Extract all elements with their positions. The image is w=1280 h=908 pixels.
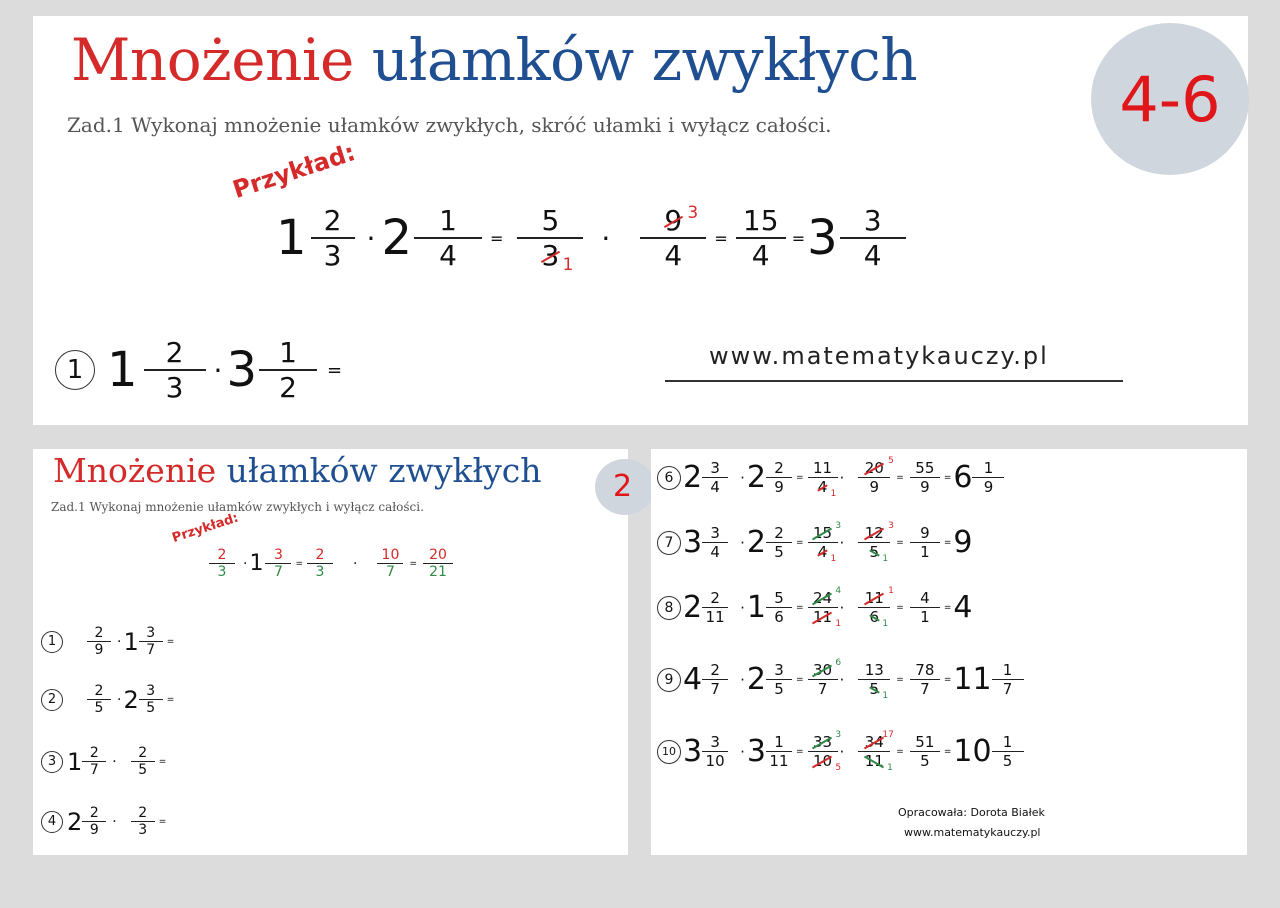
fraction: $\frac{2}{7}$ bbox=[702, 661, 728, 698]
task-number: 1 bbox=[41, 631, 63, 653]
reduced-value: 1 bbox=[830, 489, 837, 499]
dot: · bbox=[839, 533, 845, 552]
fraction: $\frac{2}{7}$ bbox=[82, 745, 106, 778]
equals: = bbox=[795, 674, 804, 685]
whole: 1 bbox=[67, 747, 83, 776]
fraction: $\frac{3}{4}$ bbox=[840, 204, 906, 272]
solution-10 bbox=[657, 730, 1024, 773]
equals: = bbox=[896, 602, 904, 613]
dot: · bbox=[213, 353, 223, 387]
website-link: www.matematykauczy.pl bbox=[904, 826, 1041, 839]
dot: · bbox=[112, 813, 117, 830]
whole: 9 bbox=[953, 525, 973, 560]
fraction: $\frac{2}{3}$ bbox=[209, 547, 235, 580]
equals: = bbox=[714, 228, 728, 248]
task-number: 10 bbox=[657, 740, 681, 764]
equals: = bbox=[166, 636, 175, 647]
whole: 3 bbox=[683, 525, 703, 560]
whole: 3 bbox=[746, 734, 766, 769]
dot: · bbox=[366, 221, 376, 255]
task-2 bbox=[41, 683, 174, 716]
solution-6 bbox=[657, 456, 1004, 499]
equals: = bbox=[158, 756, 167, 767]
fraction: $\frac{3}{4}$ bbox=[702, 524, 728, 561]
task-4 bbox=[41, 805, 166, 838]
reduced-value: 6 bbox=[835, 658, 842, 668]
fraction: 12 3 5 1 bbox=[858, 524, 890, 561]
task-1 bbox=[55, 336, 342, 404]
fraction: 9 3 4 bbox=[640, 204, 706, 272]
reduced-value: 1 bbox=[835, 619, 842, 629]
fraction: $\frac{3}{7}$ bbox=[139, 625, 163, 658]
whole: 1 bbox=[746, 590, 766, 625]
fraction: $\frac{10}{7}$ bbox=[377, 547, 403, 580]
solution-7 bbox=[657, 521, 973, 564]
fraction: $\frac{2}{9}$ bbox=[766, 459, 792, 496]
task-number: 4 bbox=[41, 811, 63, 833]
task-3 bbox=[41, 745, 166, 778]
fraction: $\frac{5}{6}$ bbox=[766, 589, 792, 626]
whole: 2 bbox=[123, 685, 139, 714]
dot: · bbox=[740, 670, 745, 689]
fraction: $\frac{2}{5}$ bbox=[87, 683, 111, 716]
dot: · bbox=[839, 742, 845, 761]
example-label: Przykład: bbox=[170, 510, 241, 546]
equals: = bbox=[943, 746, 952, 757]
fraction: 13 5 1 bbox=[858, 661, 890, 698]
fraction: $\frac{2}{5}$ bbox=[131, 745, 155, 778]
whole: 1 bbox=[276, 210, 307, 266]
equals: = bbox=[943, 674, 952, 685]
fraction: $\frac{2}{9}$ bbox=[82, 805, 106, 838]
task-number: 8 bbox=[657, 596, 681, 620]
example-equation bbox=[276, 204, 906, 272]
equals: = bbox=[896, 674, 904, 685]
fraction: 11 1 6 1 bbox=[858, 589, 890, 626]
whole: 2 bbox=[381, 210, 412, 266]
equals: = bbox=[943, 537, 952, 548]
task-number: 3 bbox=[41, 751, 63, 773]
fraction: 15 3 4 1 bbox=[808, 524, 838, 561]
reduced-value: 1 bbox=[882, 691, 889, 701]
grade-badge: 4-6 bbox=[1091, 23, 1249, 175]
fraction: $\frac{2}{11}$ bbox=[702, 589, 728, 626]
equals: = bbox=[795, 746, 804, 757]
fraction: 11 4 1 bbox=[808, 459, 838, 496]
fraction: 33 3 10 5 bbox=[808, 733, 838, 770]
fraction: $\frac{55}{9}$ bbox=[910, 459, 940, 496]
equals: = bbox=[490, 228, 504, 248]
fraction: $\frac{1}{2}$ bbox=[259, 336, 317, 404]
reduced-value: 1 bbox=[830, 554, 837, 564]
dot: · bbox=[740, 533, 745, 552]
page-title: Mnożenie ułamków zwykłych bbox=[53, 451, 542, 490]
fraction: $\frac{1}{7}$ bbox=[992, 661, 1024, 698]
grade-badge: 2 bbox=[595, 459, 655, 515]
worksheet-right bbox=[651, 449, 1247, 855]
reduced-value: 5 bbox=[835, 763, 842, 773]
task-number: 7 bbox=[657, 531, 681, 555]
reduced-value: 3 bbox=[888, 521, 894, 531]
fraction: 24 4 11 1 bbox=[808, 589, 838, 626]
whole: 1 bbox=[107, 342, 138, 398]
task-number: 9 bbox=[657, 668, 681, 692]
fraction: $\frac{2}{3}$ bbox=[131, 805, 155, 838]
dot: · bbox=[839, 670, 845, 689]
whole: 4 bbox=[953, 590, 973, 625]
whole: 2 bbox=[683, 460, 703, 495]
reduced-value: 4 bbox=[835, 586, 842, 596]
fraction: $\frac{1}{9}$ bbox=[972, 459, 1004, 496]
equals: = bbox=[795, 537, 804, 548]
equals: = bbox=[795, 472, 804, 483]
fraction: $\frac{4}{1}$ bbox=[910, 589, 940, 626]
task-number: 6 bbox=[657, 466, 681, 490]
fraction: $\frac{3}{4}$ bbox=[702, 459, 728, 496]
whole: 6 bbox=[953, 460, 973, 495]
reduced-value: 3 bbox=[835, 730, 842, 740]
dot: · bbox=[839, 468, 845, 487]
fraction: $\frac{78}{7}$ bbox=[910, 661, 940, 698]
dot: · bbox=[117, 691, 122, 708]
fraction: $\frac{1}{5}$ bbox=[992, 733, 1024, 770]
dot: · bbox=[601, 221, 611, 255]
whole: 2 bbox=[67, 807, 83, 836]
fraction: $\frac{2}{5}$ bbox=[766, 524, 792, 561]
task-number: 1 bbox=[55, 350, 95, 390]
solution-8 bbox=[657, 586, 973, 629]
equals: = bbox=[896, 746, 904, 757]
whole: 3 bbox=[683, 734, 703, 769]
fraction: $\frac{3}{5}$ bbox=[766, 661, 792, 698]
whole: 2 bbox=[746, 460, 766, 495]
equals: = bbox=[943, 602, 952, 613]
worksheet-top bbox=[33, 16, 1248, 425]
example-equation: $\frac{2}{3}$ · 1 $\frac{3}{7}$ = $\frac{2}{3}$ · $\frac{10}{7}$ = $\frac{20}{21}$ bbox=[209, 547, 453, 580]
fraction: $\frac{20}{21}$ bbox=[423, 547, 453, 580]
whole: 4 bbox=[683, 662, 703, 697]
example-label: Przykład: bbox=[229, 138, 359, 204]
page-title: Mnożenie ułamków zwykłych bbox=[71, 26, 918, 94]
fraction: $\frac{9}{1}$ bbox=[910, 524, 940, 561]
equals: = bbox=[791, 228, 806, 248]
fraction: 20 5 9 bbox=[858, 459, 890, 496]
equals: = bbox=[795, 602, 804, 613]
task-number: 2 bbox=[41, 689, 63, 711]
task-instruction: Zad.1 Wykonaj mnożenie ułamków zwykłych i wyłącz całości. bbox=[51, 500, 424, 514]
reduced-value: 1 bbox=[882, 554, 889, 564]
equals: = bbox=[943, 472, 952, 483]
whole: 2 bbox=[746, 525, 766, 560]
fraction: $\frac{1}{11}$ bbox=[766, 733, 792, 770]
reduced-value: 17 bbox=[882, 730, 894, 740]
fraction: $\frac{2}{3}$ bbox=[144, 336, 206, 404]
fraction: $\frac{15}{4}$ bbox=[736, 204, 786, 272]
whole: 3 bbox=[226, 342, 257, 398]
dot: · bbox=[740, 468, 745, 487]
whole: 3 bbox=[807, 210, 838, 266]
dot: · bbox=[112, 753, 117, 770]
worksheet-left bbox=[33, 449, 633, 855]
reduced-value: 1 bbox=[882, 619, 889, 629]
dot: · bbox=[740, 598, 745, 617]
whole: 10 bbox=[953, 734, 992, 769]
reduced-value: 1 bbox=[887, 763, 893, 773]
fraction: 30 6 7 bbox=[808, 661, 838, 698]
equals: = bbox=[896, 472, 904, 483]
task-1 bbox=[41, 625, 174, 658]
reduced-value: 1 bbox=[888, 586, 894, 596]
author-credit: Opracowała: Dorota Białek bbox=[898, 806, 1045, 819]
solution-9 bbox=[657, 658, 1024, 701]
whole: 2 bbox=[683, 590, 703, 625]
answer-line bbox=[665, 380, 1123, 382]
website-link: www.matematykauczy.pl bbox=[709, 342, 1049, 370]
reduced-value: 5 bbox=[888, 456, 894, 466]
equals: = bbox=[327, 359, 343, 381]
fraction: $\frac{2}{3}$ bbox=[311, 204, 355, 272]
equals: = bbox=[166, 694, 175, 705]
fraction: $\frac{3}{5}$ bbox=[139, 683, 163, 716]
fraction: $\frac{2}{3}$ bbox=[307, 547, 333, 580]
dot: · bbox=[839, 598, 845, 617]
whole: 1 bbox=[123, 627, 139, 656]
equals: = bbox=[158, 816, 167, 827]
whole: 11 bbox=[953, 662, 992, 697]
dot: · bbox=[740, 742, 745, 761]
fraction: $\frac{2}{9}$ bbox=[87, 625, 111, 658]
dot: · bbox=[117, 633, 122, 650]
equals: = bbox=[896, 537, 904, 548]
fraction: $\frac{3}{7}$ bbox=[265, 547, 291, 580]
reduced-value: 3 bbox=[835, 521, 842, 531]
fraction: 34 17 11 1 bbox=[858, 733, 890, 770]
fraction: $\frac{3}{10}$ bbox=[702, 733, 728, 770]
fraction: $\frac{1}{4}$ bbox=[414, 204, 482, 272]
task-instruction: Zad.1 Wykonaj mnożenie ułamków zwykłych, skróć ułamki i wyłącz całości. bbox=[67, 113, 832, 137]
fraction: 5 3 1 bbox=[517, 204, 583, 272]
fraction: $\frac{51}{5}$ bbox=[910, 733, 940, 770]
whole: 2 bbox=[746, 662, 766, 697]
